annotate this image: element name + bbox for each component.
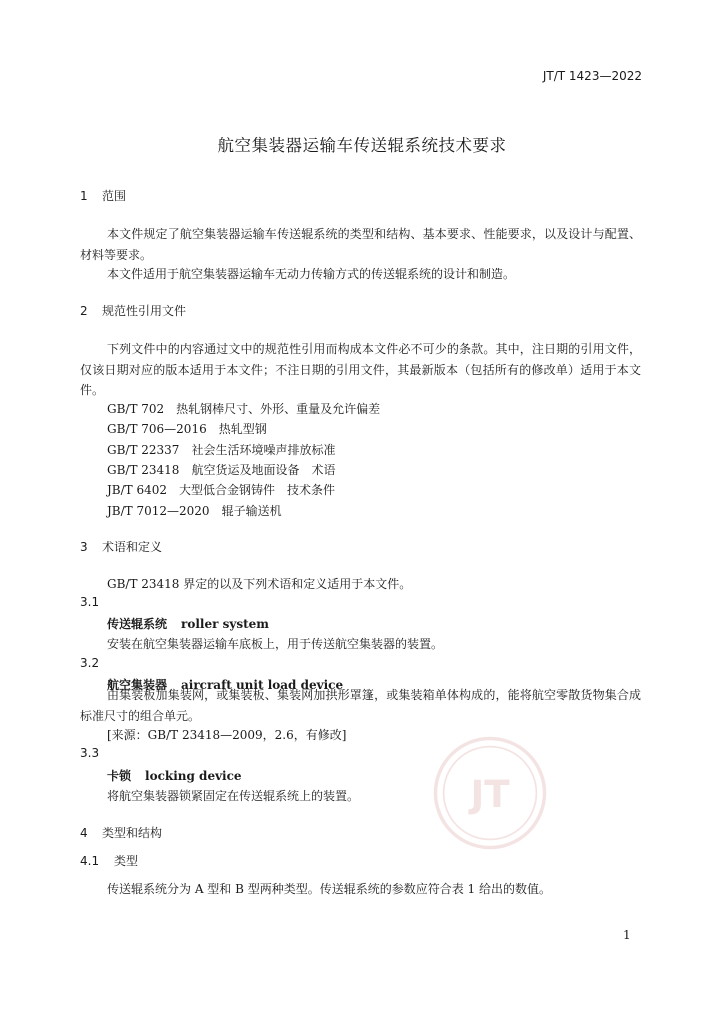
reference-item: GB/T 706—2016 热轧型钢 [107, 422, 267, 436]
reference-item: GB/T 702 热轧钢棒尺寸、外形、重量及允许偏差 [107, 402, 381, 416]
section-title: 规范性引用文件 [102, 304, 187, 318]
jt-watermark-seal [432, 735, 548, 851]
term-number: 3.2 [80, 656, 100, 670]
section-4-heading [80, 824, 162, 841]
section-2-heading [80, 302, 186, 319]
section-1-heading [80, 187, 126, 204]
normative-intro-paragraph: 下列文件中的内容通过文中的规范性引用而构成本文件必不可少的条款。其中，注日期的引用文件，仅该日期对应的版本适用于本文件；不注日期的引用文件，其最新版本（包括所有的修改单）适用于本文件。 [80, 342, 641, 397]
watermark-text: JT [470, 772, 510, 816]
term-zh: 传送辊系统 [107, 617, 168, 631]
section-number: 1 [80, 189, 88, 203]
term-en: aircraft unit load device [181, 678, 344, 692]
document-title: 航空集装器运输车传送辊系统技术要求 [217, 136, 507, 155]
terms-intro: GB/T 23418 界定的以及下列术语和定义适用于本文件。 [107, 577, 412, 591]
section-3-heading [80, 538, 162, 555]
scope-paragraph-1: 本文件规定了航空集装器运输车传送辊系统的类型和结构、基本要求、性能要求，以及设计与配置、材料等要求。 [80, 227, 641, 262]
term-definition: 安装在航空集装器运输车底板上，用于传送航空集装器的装置。 [107, 637, 444, 651]
scope-paragraph-2: 本文件适用于航空集装器运输车无动力传输方式的传送辊系统的设计和制造。 [107, 267, 516, 281]
term-definition: 由集装板加集装网，或集装板、集装网加拱形罩篷，或集装箱单体构成的，能将航空零散货物集合成标准尺寸的组合单元。 [80, 688, 641, 723]
term-en: roller system [181, 617, 269, 631]
document-number: JT/T 1423—2022 [542, 69, 642, 83]
term-number: 3.1 [80, 595, 100, 609]
term-heading [107, 615, 269, 632]
section-number: 3 [80, 540, 88, 554]
page-number: 1 [623, 928, 631, 942]
types-paragraph: 传送辊系统分为 A 型和 B 型两种类型。传送辊系统的参数应符合表 1 给出的数值。 [107, 882, 552, 896]
section-number: 4 [80, 826, 88, 840]
term-zh: 卡锁 [107, 769, 132, 783]
term-definition: 将航空集装器锁紧固定在传送辊系统上的装置。 [107, 789, 360, 803]
section-title: 类型 [114, 854, 139, 868]
term-heading [107, 767, 242, 784]
reference-item: JB/T 7012—2020 辊子输送机 [107, 504, 282, 518]
term-source: [来源：GB/T 23418—2009，2.6，有修改] [107, 728, 347, 742]
reference-item: GB/T 22337 社会生活环境噪声排放标准 [107, 443, 336, 457]
term-en: locking device [145, 769, 242, 783]
reference-item: JB/T 6402 大型低合金钢铸件 技术条件 [107, 483, 336, 497]
reference-item: GB/T 23418 航空货运及地面设备 术语 [107, 463, 336, 477]
section-number: 4.1 [80, 854, 100, 868]
term-number: 3.3 [80, 746, 100, 760]
section-title: 术语和定义 [102, 540, 163, 554]
term-zh: 航空集装器 [107, 678, 168, 692]
section-title: 类型和结构 [102, 826, 163, 840]
section-title: 范围 [102, 189, 127, 203]
section-4-1-heading [80, 852, 138, 869]
section-number: 2 [80, 304, 88, 318]
